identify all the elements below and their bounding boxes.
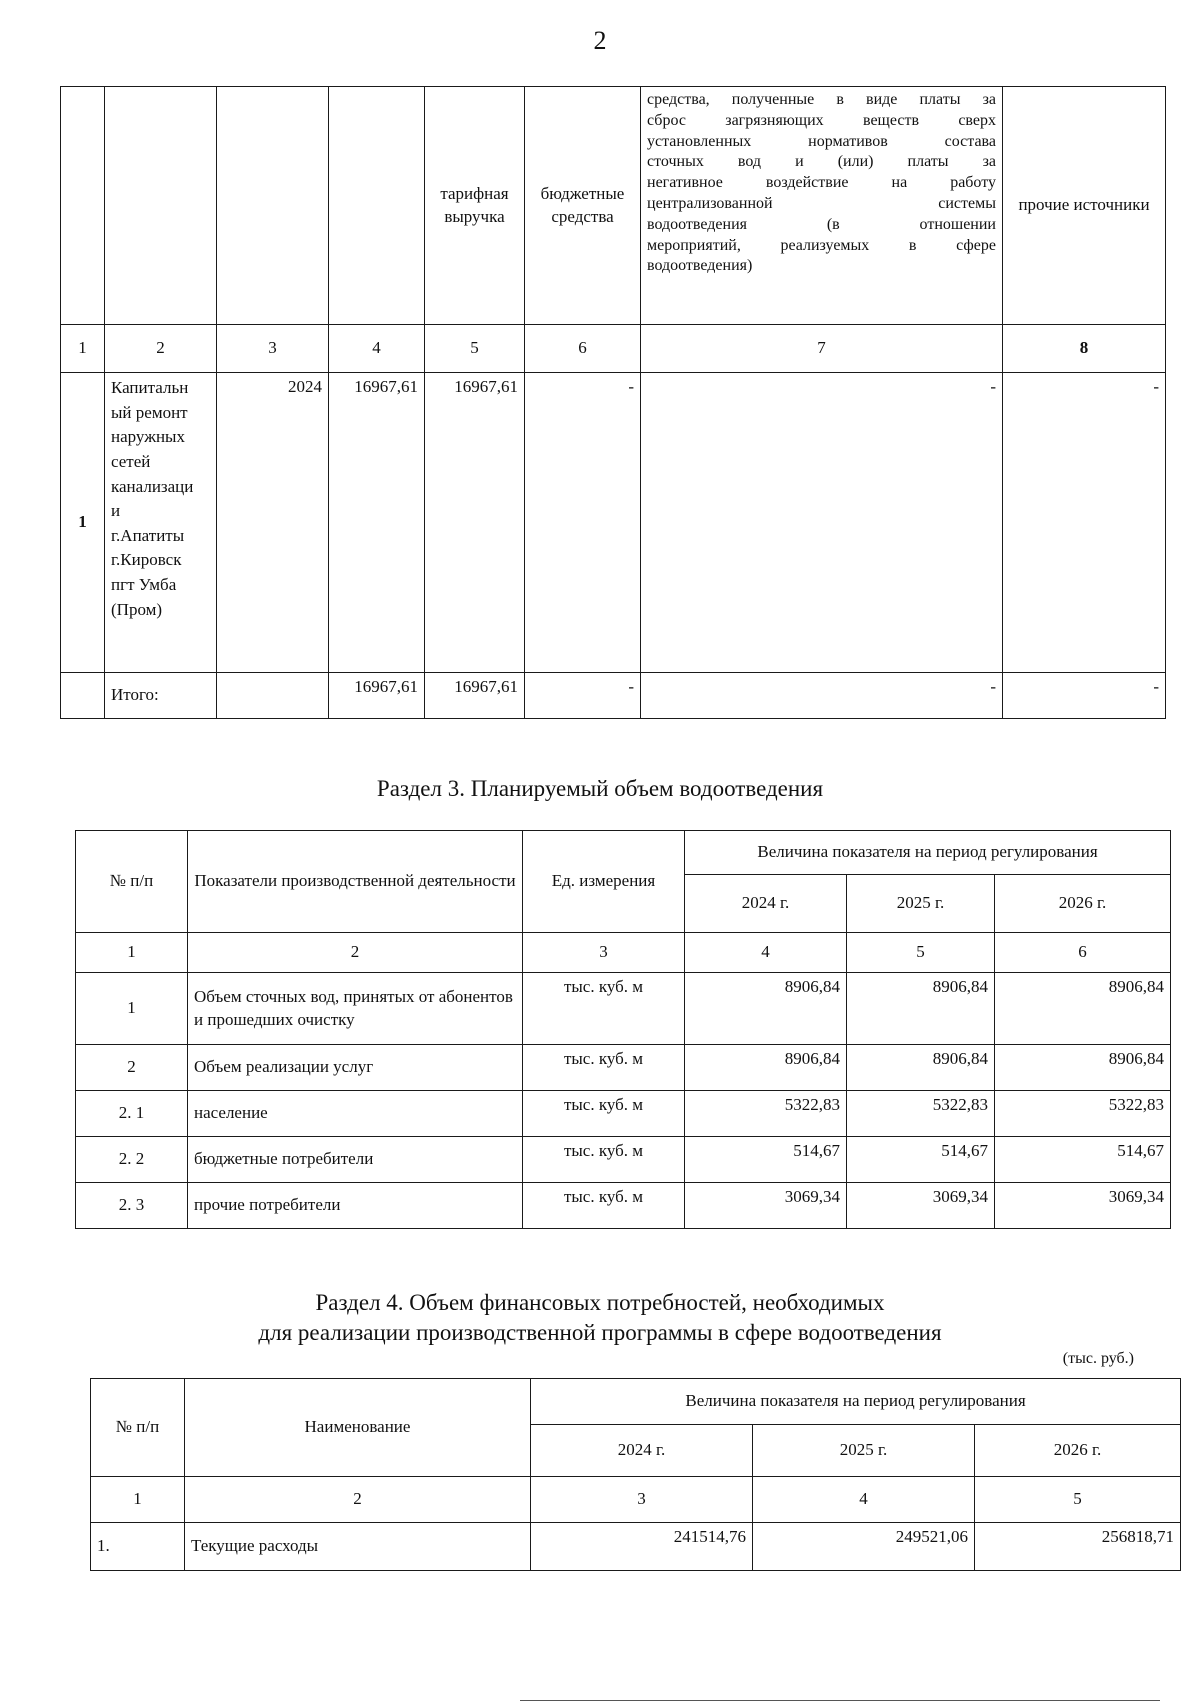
header-num: № п/п (91, 1379, 185, 1477)
section3-title: Раздел 3. Планируемый объем водоотведения (376, 776, 824, 801)
work-name: Капитальн ый ремонт наружных сетей канализаци и г.Апатиты г.Кировск пгт Умба (Пром) (105, 373, 217, 673)
other-cell: - (1003, 373, 1166, 673)
header-period: Величина показателя на период регулирования (531, 1379, 1181, 1425)
header-pollution-fees: средства, полученные в виде платы за сброс загрязняющих веществ сверх установленных нормативов состава сточных вод и (или) платы за негативное воздействие на работу централизованной системы водоотведения (в отношении мероприятий, реализуемых в сфере водоотведения) (641, 87, 1003, 325)
page-edge-line (520, 1700, 1160, 1701)
table-row: 1 Объем сточных вод, принятых от абонентов и прошедших очистку тыс. куб. м 8906,84 8906,84 8906,84 (76, 973, 1171, 1045)
header-year-2024: 2024 г. (531, 1425, 753, 1477)
section4-column-numbers: 1 2 3 4 5 (91, 1477, 1181, 1523)
header-period: Величина показателя на период регулирования (685, 831, 1171, 875)
header-name: Наименование (185, 1379, 531, 1477)
header-year-2025: 2025 г. (847, 875, 995, 933)
header-tariff-revenue: тарифная выручка (425, 87, 525, 325)
section4-title-line1: Раздел 4. Объем финансовых потребностей, необходимых (315, 1290, 885, 1315)
header-unit: Ед. измерения (523, 831, 685, 933)
total-cell: 16967,61 (329, 373, 425, 673)
header-indicator: Показатели производственной деятельности (188, 831, 523, 933)
table1-header-row (61, 87, 1166, 325)
table-row: 1 Капитальн ый ремонт наружных сетей канализаци и г.Апатиты г.Кировск пгт Умба (Пром) 2024 16967,61 16967,61 - - - (61, 373, 1166, 673)
header-other-sources: прочие источники (1003, 87, 1166, 325)
header-year-2026: 2026 г. (975, 1425, 1181, 1477)
table-row: 2. 3 прочие потребители тыс. куб. м 3069,34 3069,34 3069,34 (76, 1183, 1171, 1229)
header-budget-funds: бюджетные средства (525, 87, 641, 325)
table-row: 2 Объем реализации услуг тыс. куб. м 8906,84 8906,84 8906,84 (76, 1045, 1171, 1091)
table-row: 1. Текущие расходы 241514,76 249521,06 256818,71 (91, 1523, 1181, 1571)
header-year-2024: 2024 г. (685, 875, 847, 933)
section4-title-line2: для реализации производственной программы в сфере водоотведения (258, 1320, 942, 1345)
section3-column-numbers: 1 2 3 4 5 6 (76, 933, 1171, 973)
table-row: 2. 1 население тыс. куб. м 5322,83 5322,83 5322,83 (76, 1091, 1171, 1137)
total-row: Итого: 16967,61 16967,61 - - - (61, 673, 1166, 719)
total-label: Итого: (105, 673, 217, 719)
header-year-2026: 2026 г. (995, 875, 1171, 933)
table-row: 2. 2 бюджетные потребители тыс. куб. м 514,67 514,67 514,67 (76, 1137, 1171, 1183)
year-cell: 2024 (217, 373, 329, 673)
tariff-cell: 16967,61 (425, 373, 525, 673)
budget-cell: - (525, 373, 641, 673)
page-number: 2 (593, 26, 607, 55)
investment-table (60, 86, 1166, 719)
header-num: № п/п (76, 831, 188, 933)
section4-table (90, 1378, 1181, 1571)
section3-table (75, 830, 1171, 1229)
header-year-2025: 2025 г. (753, 1425, 975, 1477)
fees-cell: - (641, 373, 1003, 673)
table1-column-numbers: 1 2 3 4 5 6 7 8 (61, 325, 1166, 373)
units-label: (тыс. руб.) (1062, 1350, 1134, 1367)
